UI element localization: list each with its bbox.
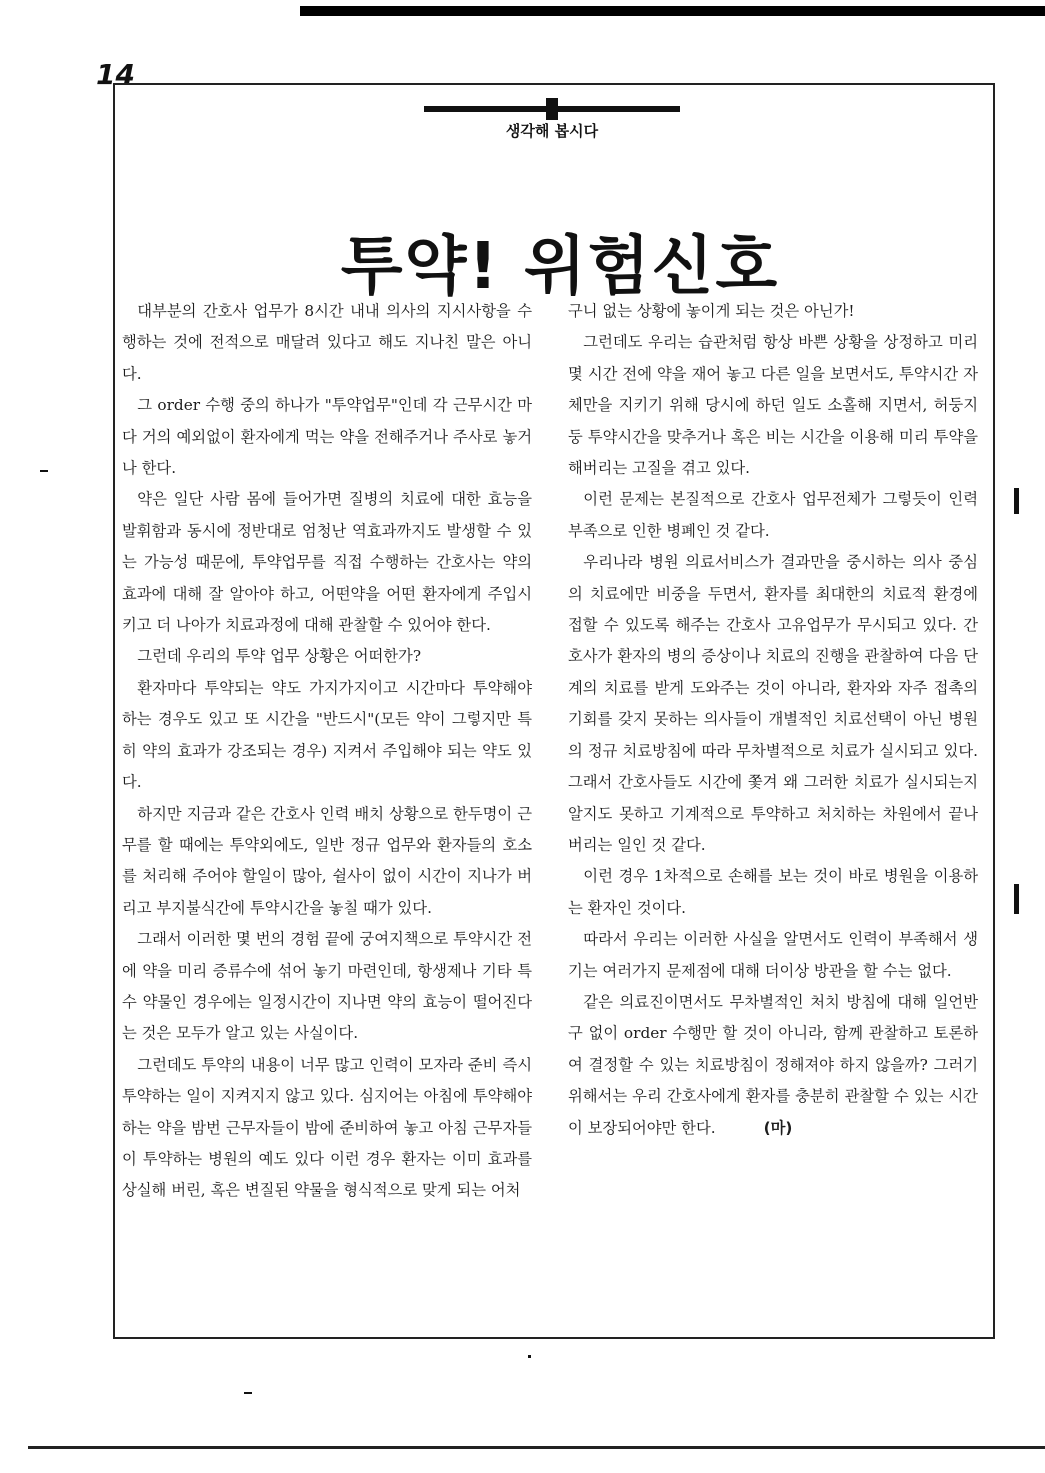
paragraph: 그런데 우리의 투약 업무 상황은 어떠한가? [137,647,422,666]
author-signature: (마) [763,1118,793,1137]
paragraph-continuation: 구니 없는 상황에 놓이게 되는 것은 아닌가! [568,302,855,320]
paragraph: 그런데도 투약의 내용이 너무 많고 인력이 모자라 준비 즉시 투약하는 일이 지켜지지 않고 있다. 심지어는 아침에 투약해야 하는 약을 밤번 근무자들이 밤에 준비하여 놓고 아침 근무자들이 투약하는 병원의 예도 있다 이런 경우 환자는 이미 효과를 상실해 버린, 혹은 변질된 약물을 형식적으로 맞게 되는 어처 [122,1055,532,1200]
paragraph: 그래서 이러한 몇 번의 경험 끝에 궁여지책으로 투약시간 전에 약을 미리 증류수에 섞어 놓기 마련인데, 항생제나 기타 특수 약물인 경우에는 일정시간이 지나면 약의 효능이 떨어진다는 것은 모두가 알고 있는 사실이다. [122,930,532,1043]
article-left-column [122,296,532,1207]
paragraph: 따라서 우리는 이러한 사실을 알면서도 인력이 부족해서 생기는 여러가지 문제점에 대해 더이상 방관을 할 수는 없다. [568,930,978,980]
paragraph: 우리나라 병원 의료서비스가 결과만을 중시하는 의사 중심의 치료에만 비중을 두면서, 환자를 최대한의 치료적 환경에 접할 수 있도록 해주는 간호사 고유업무가 무시되고 있다. 간호사가 환자의 병의 증상이나 치료의 진행을 관찰하여 다음 단계의 치료를 받게 도와주는 것이 아니라, 환자와 자주 접촉의 기회를 갖지 못하는 의사들이 개별적인 치료선택이 아닌 병원의 정규 치료방침에 따라 무차별적으로 치료가 실시되고 있다. 그래서 간호사들도 시간에 쫓겨 왜 그러한 치료가 실시되는지 알지도 못하고 기계적으로 투약하고 처치하는 차원에서 끝나버리는 일인 것 같다. [568,553,978,854]
paragraph: 환자마다 투약되는 약도 가지가지이고 시간마다 투약해야 하는 경우도 있고 또 시간을 "반드시"(모든 약이 그렇지만 특히 약의 효과가 강조되는 경우) 지켜서 주입해야 되는 약도 있다. [122,678,532,792]
article-title: 투약! 위험신호 [340,229,780,304]
column-kicker: 생각해 봅시다 [505,122,599,140]
article-right-column [568,296,978,1144]
paragraph: 이런 문제는 본질적으로 간호사 업무전체가 그렇듯이 인력 부족으로 인한 병폐인 것 같다. [568,490,978,540]
closing-paragraph [568,987,978,1144]
paragraph: 그런데도 우리는 습관처럼 항상 바쁜 상황을 상정하고 미리 몇 시간 전에 약을 재어 놓고 다른 일을 보면서도, 투약시간 자체만을 지키기 위해 당시에 하던 일도 소홀해 지면서, 허둥지둥 투약시간을 맞추거나 혹은 비는 시간을 이용해 미리 투약을 해버리는 고질을 겪고 있다. [568,333,978,478]
paragraph: 하지만 지금과 같은 간호사 인력 배치 상황으로 한두명이 근무를 할 때에는 투약외에도, 일반 정규 업무와 환자들의 호소를 처리해 주어야 할일이 많아, 쉴사이 없이 시간이 지나가 버리고 부지불식간에 투약시간을 놓칠 때가 있다. [122,804,532,917]
paragraph: 대부분의 간호사 업무가 8시간 내내 의사의 지시사항을 수행하는 것에 전적으로 매달려 있다고 해도 지나친 말은 아니다. [122,302,532,383]
scan-speck [40,470,48,472]
scan-margin-mark [1014,488,1019,514]
bottom-scan-rule [28,1446,1045,1449]
page-number: 14 [96,58,135,91]
scan-speck [244,1392,252,1394]
paragraph: 그 order 수행 중의 하나가 "투약업무"인데 각 근무시간 마다 거의 예외없이 환자에게 먹는 약을 전해주거나 주사로 놓거나 한다. [122,396,532,478]
scan-margin-mark [1014,884,1019,914]
paragraph: 약은 일단 사람 몸에 들어가면 질병의 치료에 대한 효능을 발휘함과 동시에 정반대로 엄청난 역효과까지도 발생할 수 있는 가능성 때문에, 투약업무를 직접 수행하는 간호사는 약의 효과에 대해 잘 알아야 하고, 어떤약을 어떤 환자에게 주입시키고 더 나아가 치료과정에 대해 관찰할 수 있어야 한다. [122,490,532,635]
closing-text: 같은 의료진이면서도 무차별적인 처치 방침에 대해 일언반구 없이 order 수행만 할 것이 아니라, 함께 관찰하고 토론하여 결정할 수 있는 치료방침이 정해져야 하지 않을까? 그러기 위해서는 우리 간호사에게 환자를 충분히 관찰할 수 있는 시간이 보장되어야만 한다. [568,992,978,1137]
top-scan-rule [300,6,1045,16]
scan-speck [528,1355,531,1358]
paragraph: 이런 경우 1차적으로 손해를 보는 것이 바로 병원을 이용하는 환자인 것이다. [568,867,978,917]
banner-stem [546,98,558,120]
